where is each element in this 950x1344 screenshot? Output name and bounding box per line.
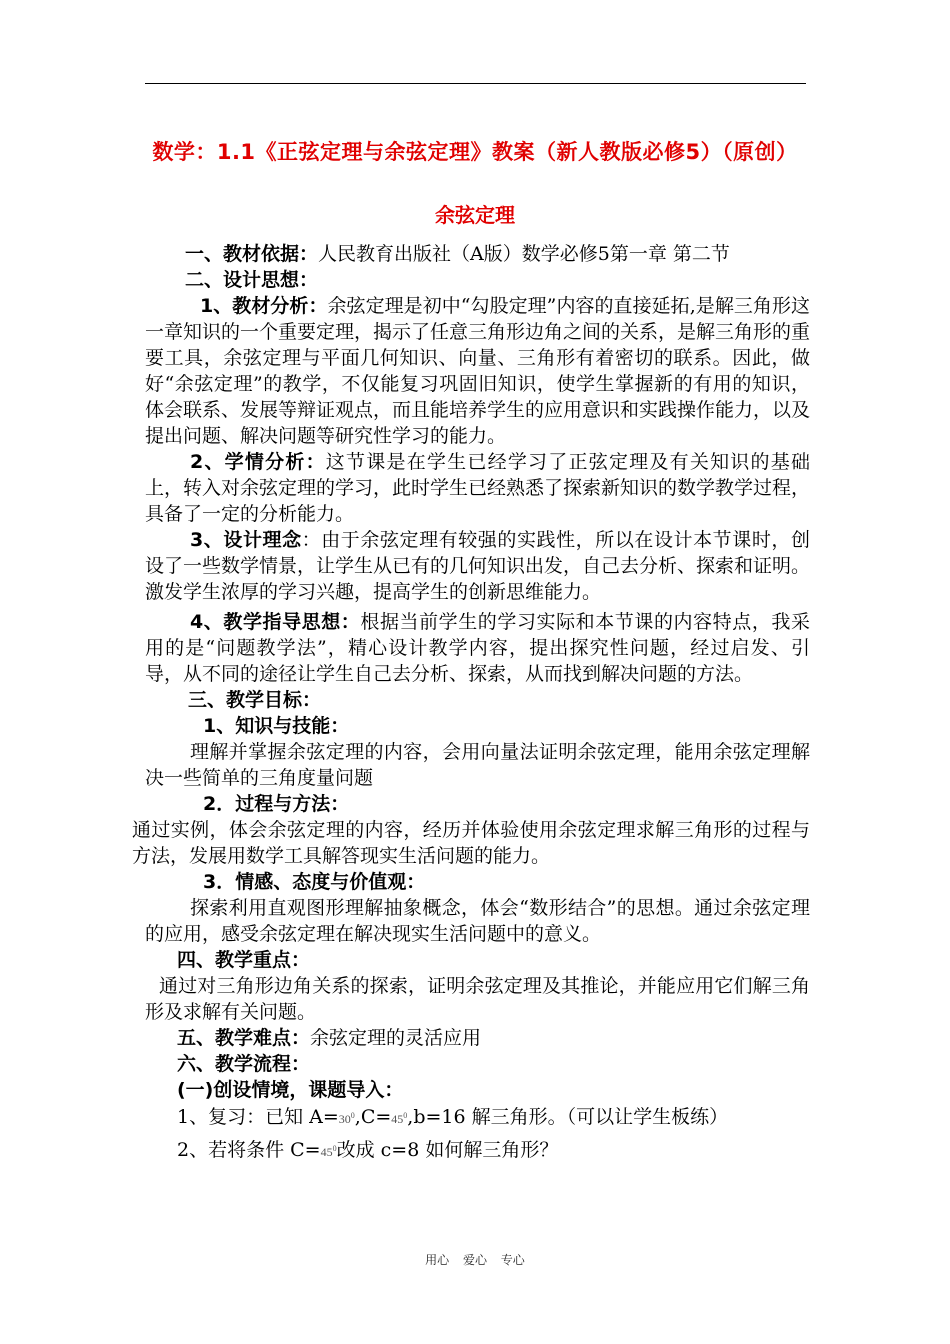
section-4-head: 四、教学重点： — [177, 949, 311, 971]
paragraph-head: 4、教学指导思想： — [190, 611, 361, 633]
question-1 — [145, 1103, 810, 1132]
question-1-part-b: ,C= — [354, 1106, 392, 1128]
degree-mark: 0 — [332, 1144, 337, 1153]
flow-step-1-head: (一)创设情境，课题导入： — [177, 1079, 404, 1101]
page-footer: 用心 爱心 专心 — [425, 1253, 525, 1267]
goal-3-head: 3．情感、态度与价值观： — [203, 871, 426, 893]
section-4-text: 通过对三角形边角关系的探索，证明余弦定理及其推论，并能应用它们解三角形及求解有关问题。 — [145, 975, 810, 1023]
paragraph-text: ：由于余弦定理有较强的实践性，所以在设计本节课时，创设了一些数学情景，让学生从已有的几何知识出发，自己去分析、探索和证明。激发学生浓厚的学习兴趣，提高学生的创新思维能力。 — [145, 529, 811, 603]
goal-2-head: 2．过程与方法： — [203, 793, 350, 815]
section-1-text: 人民教育出版社（A版）数学必修5第一章 第二节 — [318, 243, 730, 265]
question-1-part-c: ,b=16 解三角形。（可以让学生板练） — [407, 1106, 729, 1128]
paragraph-teaching-guideline — [145, 609, 810, 687]
section-5 — [145, 1025, 810, 1051]
goal-1-text: 理解并掌握余弦定理的内容，会用向量法证明余弦定理，能用余弦定理解决一些简单的三角度量问题 — [145, 741, 810, 789]
goal-1-head: 1、知识与技能： — [203, 715, 350, 737]
flow-step-1 — [145, 1077, 810, 1103]
section-1 — [145, 241, 810, 267]
paragraph-text: 这节课是在学生已经学习了正弦定理及有关知识的基础上，转入对余弦定理的学习，此时学生已经熟悉了探索新知识的数学教学过程，具备了一定的分析能力。 — [145, 451, 811, 525]
goal-3-text: 探索利用直观图形理解抽象概念，体会“数形结合”的思想。通过余弦定理的应用，感受余弦定理在解决现实生活问题中的意义。 — [145, 897, 810, 945]
degree-mark: 0 — [350, 1111, 355, 1120]
question-2 — [145, 1136, 810, 1165]
paragraph-learner-analysis — [145, 449, 810, 527]
goal-1-head-line — [145, 713, 810, 739]
section-3-head: 三、教学目标： — [188, 689, 322, 711]
section-5-head: 五、教学难点： — [177, 1027, 311, 1049]
angle-value — [391, 1112, 407, 1126]
document-subtitle: 余弦定理 — [435, 203, 515, 227]
paragraph-head: 2、学情分析： — [190, 451, 326, 473]
paragraph-head: 3、设计理念 — [190, 529, 302, 551]
section-6-head: 六、教学流程： — [177, 1053, 311, 1075]
section-5-text: 余弦定理的灵活应用 — [310, 1027, 482, 1049]
section-6 — [145, 1051, 810, 1077]
document-body — [132, 241, 811, 1165]
angle-degrees: 30 — [338, 1112, 351, 1126]
goal-3-head-line — [145, 869, 810, 895]
goal-2-text: 通过实例，体会余弦定理的内容，经历并体验使用余弦定理求解三角形的过程与方法，发展用数学工具解答现实生活问题的能力。 — [132, 819, 810, 867]
degree-mark: 0 — [403, 1111, 408, 1120]
paragraph-text: 根据当前学生的学习实际和本节课的内容特点，我采用的是“问题教学法”，精心设计教学内容，提出探究性问题，经过启发、引导，从不同的途径让学生自己去分析、探索，从而找到解决问题的方法。 — [145, 611, 810, 685]
question-2-part-b: 改成 c=8 如何解三角形？ — [336, 1139, 559, 1161]
header-rule — [145, 83, 806, 84]
section-2-head: 二、设计思想： — [185, 269, 319, 291]
angle-degrees: 45 — [391, 1112, 404, 1126]
angle-degrees: 45 — [320, 1145, 333, 1159]
section-3 — [145, 687, 810, 713]
paragraph-design-concept — [145, 527, 810, 605]
question-1-part-a: 1、复习：已知 A= — [177, 1106, 339, 1128]
paragraph-textbook-analysis — [145, 293, 810, 449]
section-4 — [145, 947, 810, 973]
angle-value — [339, 1112, 355, 1126]
document-title: 数学：1.1《正弦定理与余弦定理》教案（新人教版必修5）（原创） — [152, 140, 798, 164]
section-2 — [145, 267, 810, 293]
question-2-part-a: 2、若将条件 C= — [177, 1139, 321, 1161]
goal-2-head-line — [145, 791, 810, 817]
paragraph-head: 1、教材分析： — [200, 295, 328, 317]
paragraph-text: 余弦定理是初中“勾股定理”内容的直接延拓,是解三角形这一章知识的一个重要定理，揭示了任意三角形边角之间的关系，是解三角形的重要工具，余弦定理与平面几何知识、向量、三角形有着密切的联系。因此，做好“余弦定理”的教学，不仅能复习巩固旧知识，使学生掌握新的有用的知识，体会联系、发展等辩证观点，而且能培养学生的应用意识和实践操作能力，以及提出问题、解决问题等研究性学习的能力。 — [145, 295, 811, 447]
angle-value — [321, 1145, 337, 1159]
section-1-head: 一、教材依据： — [185, 243, 319, 265]
